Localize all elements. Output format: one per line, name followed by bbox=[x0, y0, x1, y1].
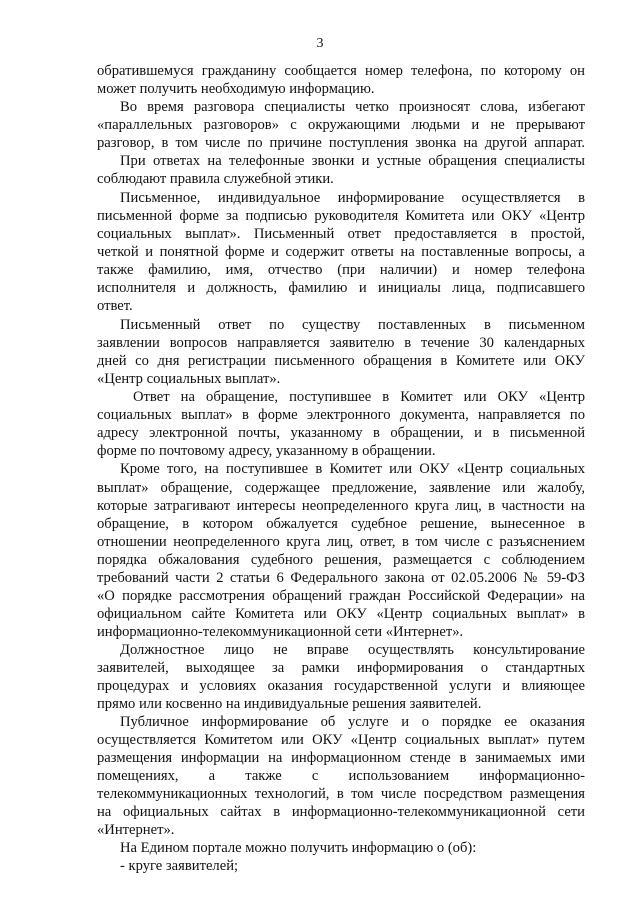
text-line: разговор, в том числе по причине поступления звонка на другой аппарат. bbox=[97, 135, 585, 151]
text-line: Во время разговора специалисты четко произносят слова, избегают bbox=[120, 99, 585, 115]
text-line: При ответах на телефонные звонки и устные обращения специалисты bbox=[120, 153, 585, 169]
text-line: телекоммуникационных технологий, в том числе посредством размещения bbox=[97, 786, 585, 802]
text-line: заявителей, выходящее за рамки информирования о стандартных bbox=[97, 660, 585, 676]
text-line: также фамилию, имя, отчество (при наличии) и номер телефона bbox=[97, 262, 585, 278]
text-line: Ответ на обращение, поступившее в Комитет или ОКУ «Центр bbox=[133, 389, 585, 405]
text-line: информационно-телекоммуникационной сети «Интернет». bbox=[97, 624, 464, 640]
text-line: адресу электронной почты, указанному в обращении, и в письменной bbox=[97, 425, 585, 441]
text-line: На Едином портале можно получить информацию о (об): bbox=[120, 840, 477, 856]
text-line: отношении неопределенного круга лиц, ответ, в том числе с разъяснением bbox=[97, 534, 585, 550]
text-line: требований части 2 статьи 6 Федерального закона от 02.05.2006 № 59-ФЗ bbox=[97, 570, 585, 586]
text-line: форме по почтовому адресу, указанному в обращении. bbox=[97, 443, 436, 459]
text-line: обратившемуся гражданину сообщается номер телефона, по которому он bbox=[97, 63, 585, 79]
text-line: социальных выплат». Письменный ответ предоставляется в простой, bbox=[97, 226, 585, 242]
text-line: помещениях, а также с использованием информационно- bbox=[97, 768, 585, 784]
text-line: процедурах и условиях оказания государственной услуги и влияющее bbox=[97, 678, 585, 694]
text-line: официальном сайте Комитета или ОКУ «Центр социальных выплат» в bbox=[97, 606, 585, 622]
text-line: Письменное, индивидуальное информирование осуществляется в bbox=[120, 190, 585, 206]
text-line: Публичное информирование об услуге и о порядке ее оказания bbox=[120, 714, 585, 730]
text-line: выплат» обращение, содержащее предложение, заявление или жалобу, bbox=[97, 480, 585, 496]
text-line: соблюдают правила служебной этики. bbox=[97, 171, 334, 187]
text-line: ответ. bbox=[97, 298, 133, 314]
text-line: порядка обжалования судебного решения, размещается с соблюдением bbox=[97, 552, 585, 568]
text-line: «О порядке рассмотрения обращений граждан Российской Федерации» на bbox=[97, 588, 585, 604]
text-line: осуществляется Комитетом или ОКУ «Центр социальных выплат» путем bbox=[97, 732, 585, 748]
text-line: может получить необходимую информацию. bbox=[97, 81, 375, 97]
text-line: Кроме того, на поступившее в Комитет или ОКУ «Центр социальных bbox=[120, 461, 585, 477]
text-line: размещения информации на информационном стенде в занимаемых ими bbox=[97, 750, 585, 766]
text-line: на официальных сайтах в информационно-телекоммуникационной сети bbox=[97, 804, 585, 820]
text-line: четкой и понятной форме и содержит ответы на поставленные вопросы, а bbox=[97, 244, 585, 260]
text-line: Письменный ответ по существу поставленных в письменном bbox=[120, 317, 585, 333]
text-line: прямо или косвенно на индивидуальные решения заявителей. bbox=[97, 696, 482, 712]
text-line: социальных выплат» в форме электронного документа, направляется по bbox=[97, 407, 585, 423]
text-line: дней со дня регистрации письменного обращения в Комитете или ОКУ bbox=[97, 353, 585, 369]
text-line: заявлении вопросов направляется заявителю в течение 30 календарных bbox=[97, 335, 585, 351]
text-line: исполнителя и должность, фамилию и инициалы лица, подписавшего bbox=[97, 280, 585, 296]
text-line: письменной форме за подписью руководителя Комитета или ОКУ «Центр bbox=[97, 208, 585, 224]
text-line: которые затрагивают интересы неопределенного круга лиц, в частности на bbox=[97, 498, 585, 514]
text-line: «Центр социальных выплат». bbox=[97, 371, 281, 387]
text-line: «параллельных разговоров» с окружающими людьми и не прерывают bbox=[97, 117, 585, 133]
text-line: обращение, в котором обжалуется судебное решение, вынесенное в bbox=[97, 516, 585, 532]
text-line: - круге заявителей; bbox=[120, 858, 239, 874]
text-line: «Интернет». bbox=[97, 822, 175, 838]
page-number: 3 bbox=[316, 36, 324, 51]
text-line: Должностное лицо не вправе осуществлять консультирование bbox=[120, 642, 585, 658]
